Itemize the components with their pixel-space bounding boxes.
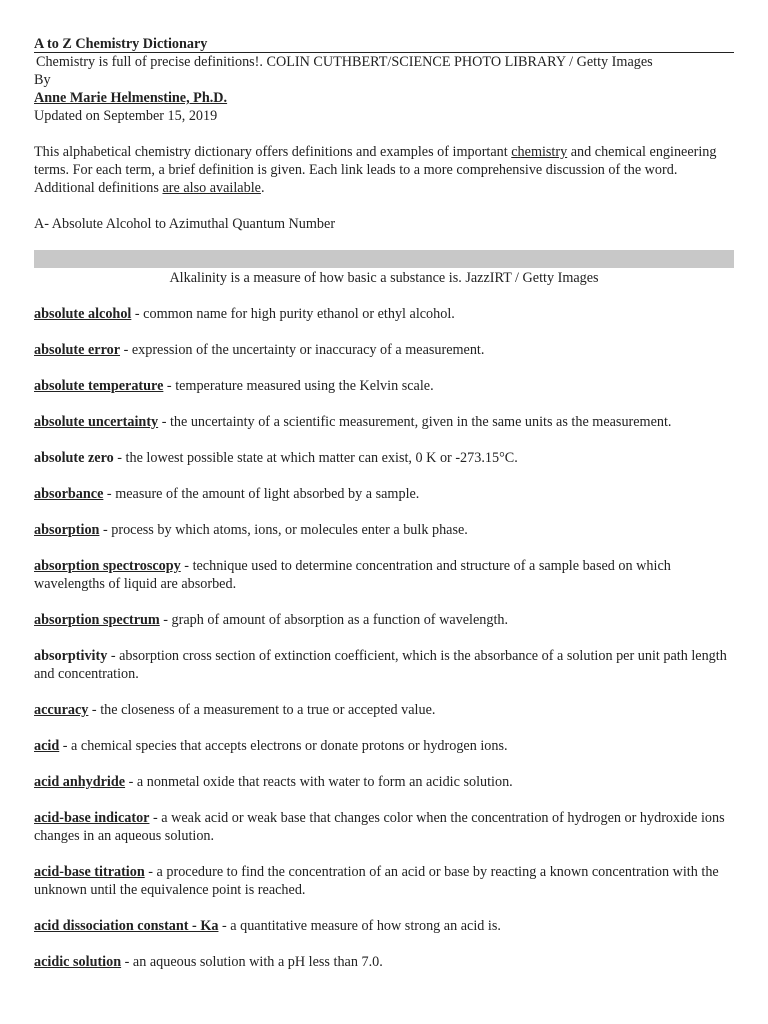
term-definition: - absorption cross section of extinction coefficient, which is the absorbance of a solution per unit path length and concentration. (34, 648, 727, 682)
definition-entry (34, 305, 734, 323)
byline-label: By (34, 72, 51, 88)
definition-entry (34, 809, 734, 845)
term-definition: - an aqueous solution with a pH less than 7.0. (121, 954, 383, 970)
definition-entry (34, 863, 734, 899)
section-heading: A- Absolute Alcohol to Azimuthal Quantum Number (34, 216, 336, 232)
term-definition: - common name for high purity ethanol or ethyl alcohol. (131, 306, 455, 322)
definition-entry (34, 737, 734, 755)
term-label: absolute zero (34, 450, 114, 466)
definition-entry (34, 917, 734, 935)
term-definition: - process by which atoms, ions, or molecules enter a bulk phase. (99, 522, 468, 538)
definition-entry (34, 611, 734, 629)
intro-paragraph (34, 143, 734, 197)
intro-text-2: and chemical engineering terms. For each term, a brief definition is given. Each link leads to a more comprehensive discussion of the word. Additional definitions (34, 144, 717, 196)
term-definition: - expression of the uncertainty or inaccuracy of a measurement. (120, 342, 485, 358)
definition-entry (34, 647, 734, 683)
definition-entry (34, 773, 734, 791)
page-title: A to Z Chemistry Dictionary (34, 36, 734, 53)
term-link[interactable]: absorption spectroscopy (34, 558, 181, 574)
term-definition: - the closeness of a measurement to a true or accepted value. (88, 702, 436, 718)
term-link[interactable]: absolute uncertainty (34, 414, 159, 430)
term-link[interactable]: acid-base titration (34, 864, 145, 880)
definition-entry (34, 341, 734, 359)
term-definition: - a chemical species that accepts electrons or donate protons or hydrogen ions. (59, 738, 508, 754)
term-link[interactable]: absolute alcohol (34, 306, 132, 322)
term-link[interactable]: absorption spectrum (34, 612, 160, 628)
term-definition: - technique used to determine concentration and structure of a sample based on which wavelengths of liquid are absorbed. (34, 558, 671, 592)
term-link[interactable]: acid (34, 738, 60, 754)
term-definition: - a procedure to find the concentration of an acid or base by reacting a known concentration with the unknown until the equivalence point is reached. (34, 864, 719, 898)
definition-entry (34, 377, 734, 395)
term-link[interactable]: accuracy (34, 702, 89, 718)
definition-entry (34, 701, 734, 719)
document-page (34, 36, 734, 989)
term-link[interactable]: acid dissociation constant - Ka (34, 918, 219, 934)
definition-entry (34, 557, 734, 593)
term-definition: - measure of the amount of light absorbed by a sample. (103, 486, 420, 502)
definition-entry (34, 953, 734, 971)
definition-list (34, 305, 734, 971)
term-label: absorptivity (34, 648, 108, 664)
photo-credit: Chemistry is full of precise definitions!. COLIN CUTHBERT/SCIENCE PHOTO LIBRARY / Getty Images (36, 54, 653, 70)
intro-text-1: This alphabetical chemistry dictionary offers definitions and examples of important (34, 144, 512, 160)
chemistry-link[interactable]: chemistry (511, 144, 568, 160)
intro-text-3: . (260, 180, 265, 196)
image-caption: Alkalinity is a measure of how basic a substance is. JazzIRT / Getty Images (169, 270, 599, 286)
term-definition: - graph of amount of absorption as a function of wavelength. (159, 612, 509, 628)
definition-entry (34, 449, 734, 467)
image-placeholder-bar (34, 250, 734, 268)
term-definition: - temperature measured using the Kelvin scale. (163, 378, 434, 394)
updated-date: Updated on September 15, 2019 (34, 108, 218, 124)
author-link[interactable]: Anne Marie Helmenstine, Ph.D. (34, 90, 228, 106)
term-link[interactable]: acid anhydride (34, 774, 126, 790)
term-link[interactable]: acidic solution (34, 954, 122, 970)
term-link[interactable]: absolute error (34, 342, 121, 358)
term-definition: - a quantitative measure of how strong an acid is. (218, 918, 501, 934)
definition-entry (34, 413, 734, 431)
additional-definitions-link[interactable]: are also available (162, 180, 261, 196)
term-link[interactable]: absolute temperature (34, 378, 164, 394)
term-definition: - a weak acid or weak base that changes color when the concentration of hydrogen or hydroxide ions changes in an aqueous solution. (34, 810, 725, 844)
definition-entry (34, 485, 734, 503)
term-link[interactable]: absorption (34, 522, 100, 538)
definition-entry (34, 521, 734, 539)
term-definition: - a nonmetal oxide that reacts with water to form an acidic solution. (125, 774, 513, 790)
term-link[interactable]: acid-base indicator (34, 810, 150, 826)
term-definition: - the uncertainty of a scientific measurement, given in the same units as the measurement. (158, 414, 672, 430)
term-definition: - the lowest possible state at which matter can exist, 0 K or -273.15°C. (113, 450, 518, 466)
term-link[interactable]: absorbance (34, 486, 104, 502)
